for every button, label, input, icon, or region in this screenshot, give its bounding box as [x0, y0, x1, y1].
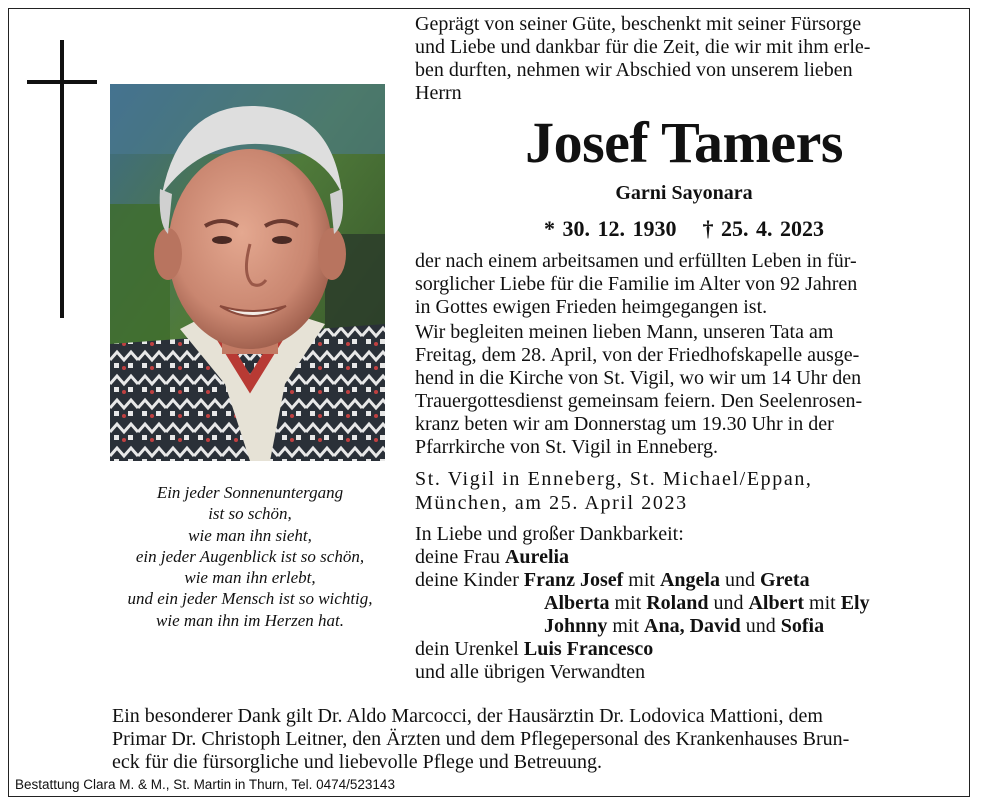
- place-and-date: [415, 467, 953, 515]
- place-line: St. Vigil in Enneberg, St. Michael/Eppan,: [415, 468, 813, 490]
- text-line: in Gottes ewigen Frieden heimgegangen ist.: [415, 296, 768, 318]
- family-line-child: [415, 592, 953, 615]
- family-member: Albert: [748, 592, 805, 614]
- birth-date: * 30. 12. 1930: [544, 216, 677, 241]
- family-line-others: und alle übrigen Verwandten: [415, 661, 646, 683]
- family-connector: mit: [809, 592, 836, 614]
- family-connector: und: [724, 569, 755, 591]
- family-prefix: dein Urenkel: [415, 638, 519, 660]
- family-heading: In Liebe und großer Dankbarkeit:: [415, 523, 684, 545]
- intro-line: Geprägt von seiner Güte, beschenkt mit seiner Fürsorge: [415, 13, 862, 35]
- family-member: Sofia: [780, 615, 825, 637]
- text-line: der nach einem arbeitsamen und erfüllten Leben in für-: [415, 250, 857, 272]
- portrait-photo: [110, 84, 385, 461]
- poem-line: ein jeder Augenblick ist so schön,: [135, 546, 365, 566]
- thanks-line: Ein besonderer Dank gilt Dr. Aldo Marcocci, der Hausärztin Dr. Lodovica Mattioni, dem: [112, 705, 823, 727]
- family-prefix: deine Kinder: [415, 569, 519, 591]
- intro-line: ben durften, nehmen wir Abschied von unserem lieben: [415, 59, 853, 81]
- family-list: [415, 523, 953, 684]
- intro-line: Herrn: [415, 82, 462, 104]
- family-prefix: deine Frau: [415, 546, 500, 568]
- intro-line: und Liebe und dankbar für die Zeit, die wir mit ihm erle-: [415, 36, 871, 58]
- text-line: sorglicher Liebe für die Familie im Alter von 92 Jahren: [415, 273, 858, 295]
- cross-icon-bar: [27, 80, 97, 84]
- family-member: Luis Francesco: [523, 638, 654, 660]
- death-date: † 25. 4. 2023: [702, 216, 824, 241]
- family-connector: mit: [628, 569, 655, 591]
- intro-text: [415, 13, 953, 105]
- deceased-name: Josef Tamers: [525, 110, 843, 175]
- family-line-great-grandchild: [415, 638, 953, 661]
- family-member: Ana, David: [644, 615, 741, 637]
- paragraph-funeral: [415, 321, 953, 459]
- poem-line: Ein jeder Sonnenuntergang: [156, 483, 344, 502]
- family-connector: mit: [612, 615, 640, 637]
- family-line-child: [415, 615, 953, 638]
- text-line: Freitag, dem 28. April, von der Friedhofskapelle ausge-: [415, 344, 860, 366]
- family-connector: mit: [614, 592, 642, 614]
- poem-line: wie man ihn erlebt,: [184, 568, 316, 588]
- family-member: Greta: [759, 569, 810, 591]
- paragraph-life: [415, 250, 953, 319]
- family-connector: und: [745, 615, 776, 637]
- poem-line: ist so schön,: [208, 504, 292, 524]
- thanks-line: eck für die fürsorgliche und liebevolle Pflege und Betreuung.: [112, 751, 603, 773]
- family-member: Roland: [646, 592, 709, 614]
- funeral-home-footer: Bestattung Clara M. & M., St. Martin in Thurn, Tel. 0474/523143: [15, 777, 395, 792]
- family-member: Alberta: [544, 592, 610, 614]
- obituary-text: [415, 13, 953, 684]
- life-dates: [415, 216, 953, 242]
- company-name: Garni Sayonara: [615, 182, 753, 204]
- poem-line: wie man ihn sieht,: [188, 525, 312, 545]
- family-connector: und: [713, 592, 744, 614]
- family-member: Johnny: [544, 615, 608, 637]
- text-line: Wir begleiten meinen lieben Mann, unseren Tata am: [415, 321, 834, 343]
- family-member: Ely: [840, 592, 870, 614]
- family-member: Franz Josef: [523, 569, 624, 591]
- poem-line: wie man ihn im Herzen hat.: [156, 610, 344, 630]
- text-line: Trauergottesdienst gemeinsam feiern. Den Seelenrosen-: [415, 390, 863, 412]
- thanks-line: Primar Dr. Christoph Leitner, den Ärzten und dem Pflegepersonal des Krankenhauses Brun-: [112, 728, 850, 750]
- thanks-paragraph: [112, 705, 955, 774]
- family-member: Aurelia: [504, 546, 570, 568]
- place-line: München, am 25. April 2023: [415, 492, 688, 514]
- family-line-wife: [415, 546, 953, 569]
- poem: [105, 482, 395, 631]
- text-line: Pfarrkirche von St. Vigil in Enneberg.: [415, 436, 719, 458]
- family-line-child: [415, 569, 953, 592]
- text-line: hend in die Kirche von St. Vigil, wo wir um 14 Uhr den: [415, 367, 862, 389]
- poem-line: und ein jeder Mensch ist so wichtig,: [127, 589, 373, 609]
- text-line: kranz beten wir am Donnerstag um 19.30 Uhr in der: [415, 413, 834, 435]
- family-member: Angela: [659, 569, 720, 591]
